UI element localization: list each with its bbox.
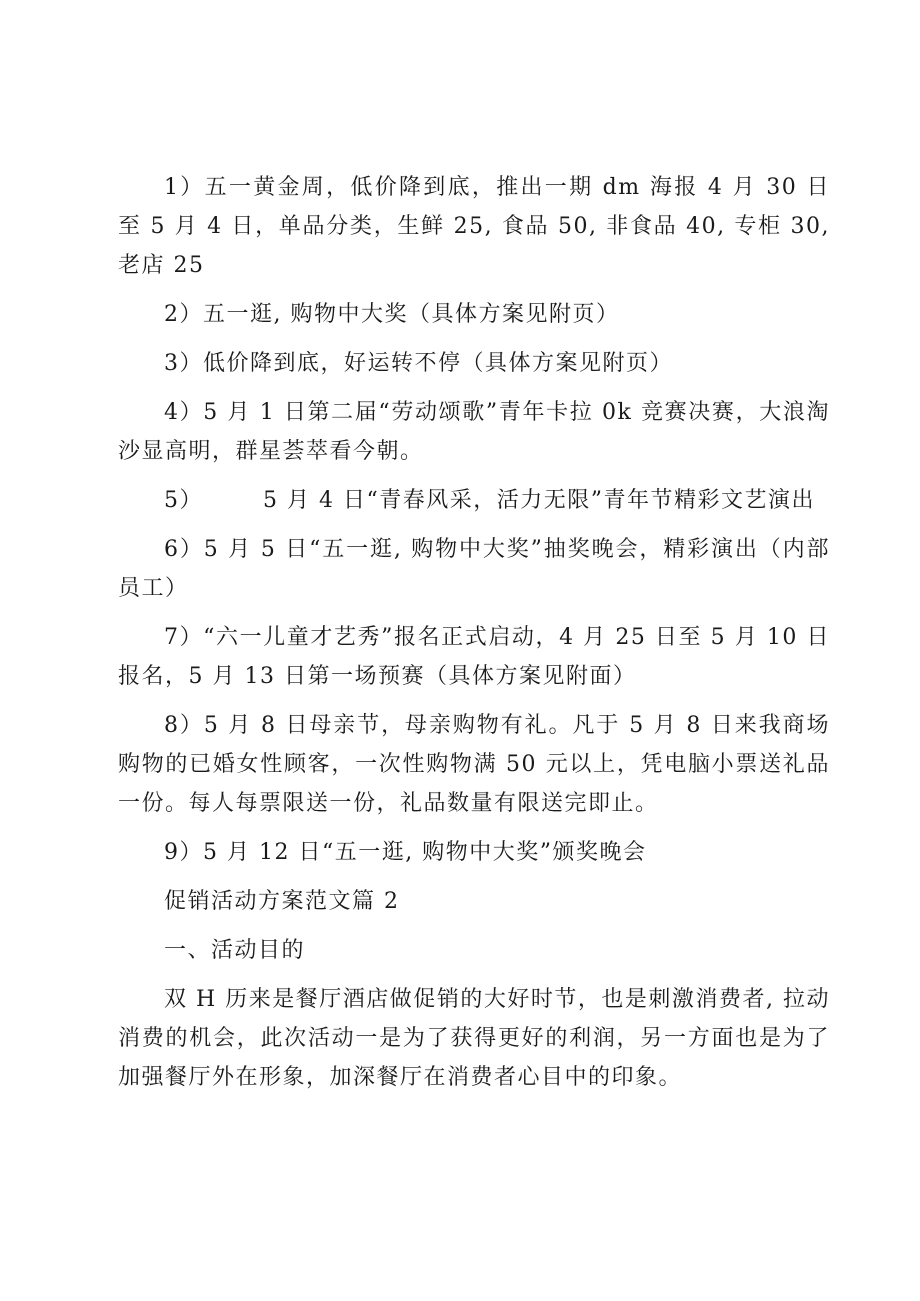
paragraph-item-5 <box>118 481 830 520</box>
paragraph-item-4: 4）5 月 1 日第二届“劳动颂歌”青年卡拉 0k 竞赛决赛，大浪淘沙显高明，群星荟萃看今朝。 <box>118 400 830 464</box>
paragraph-item-8: 8）5 月 8 日母亲节，母亲购物有礼。凡于 5 月 8 日来我商场购物的已婚女性顾客，一次性购物满 50 元以上，凭电脑小票送礼品一份。每人每票限送一份，礼品数量有限送完即止。 <box>118 713 830 816</box>
paragraph-item-7: 7）“六一儿童才艺秀”报名正式启动，4 月 25 日至 5 月 10 日报名，5 月 13 日第一场预赛（具体方案见附面） <box>118 625 830 689</box>
section-heading-article-2: 促销活动方案范文篇 2 <box>164 889 400 914</box>
paragraph-item-purpose: 双 H 历来是餐厅酒店做促销的大好时节，也是刺激消费者, 拉动消费的机会，此次活动一是为了获得更好的利润，另一方面也是为了加强餐厅外在形象，加深餐厅在消费者心目中的印象。 <box>118 987 830 1090</box>
section-heading-activity-purpose: 一、活动目的 <box>164 938 306 963</box>
paragraph-item-6: 6）5 月 5 日“五一逛, 购物中大奖”抽奖晚会，精彩演出（内部员工） <box>118 537 830 601</box>
document-body <box>118 168 830 1107</box>
paragraph-item-9: 9）5 月 12 日“五一逛, 购物中大奖”颁奖晚会 <box>164 840 647 865</box>
paragraph-item-3: 3）低价降到底，好运转不停（具体方案见附页） <box>164 351 673 376</box>
paragraph-item-5-body: 5 月 4 日“青春风采，活力无限”青年节精彩文艺演出 <box>263 488 815 513</box>
paragraph-item-1: 1）五一黄金周，低价降到底，推出一期 dm 海报 4 月 30 日至 5 月 4 日，单品分类，生鲜 25, 食品 50, 非食品 40, 专柜 30, 老店 25 <box>118 175 830 278</box>
paragraph-item-5-number: 5） <box>164 488 203 513</box>
paragraph-item-2: 2）五一逛, 购物中大奖（具体方案见附页） <box>164 302 620 327</box>
